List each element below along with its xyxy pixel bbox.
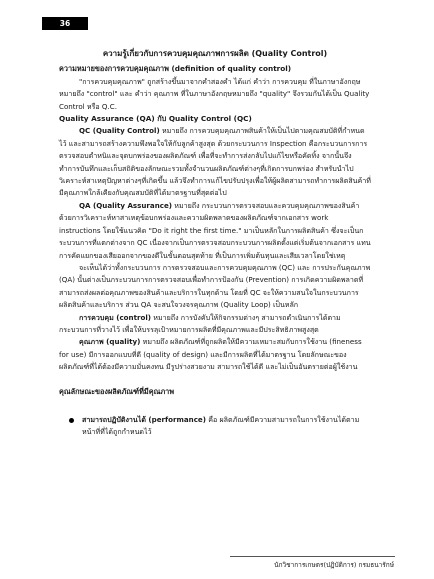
- footer-text: นักวิชาการเกษตร(ปฏิบัติการ) กรมธนารักษ์: [274, 561, 394, 569]
- quality-paragraph: [59, 336, 371, 373]
- list-item-term: สามารถปฏิบัติงานได้ (performance): [82, 414, 206, 424]
- control-text: หมายถึง การบังคับให้กิจกรรมต่างๆ สามารถดำเนินการได้ตามกระบวนการที่วางไว้ เพื่อให้บรรลุเป้าหมายการผลิตที่มีคุณภาพและมีประสิทธิภาพสูงสุด: [59, 312, 341, 334]
- quality-text: หมายถึง ผลิตภัณฑ์ที่ถูกผลิตให้มีความเหมาะสมกับการใช้งาน (fineness for use) มีการออกแบบที่ดี (quality of design) และมีการผลิตที่ได้มาตรฐาน โดยลักษณะของผลิตภัณฑ์ที่ได้ต้องมีความมั่นคงทน มีรูปร่างสวยงาม สามารถใช้ได้ดี และไม่เป็นอันตรายต่อผู้ใช้งาน: [59, 337, 362, 372]
- summary-paragraph: จะเห็นได้ว่าทั้งกระบวนการ การตรวจสอบและการควบคุมคุณภาพ (QC) และ การประกันคุณภาพ (QA) นั้นต่างเป็นกระบวนการการตรวจสอบเพื่อทำการป้องกัน (Prevention) การเกิดความผิดพลาดที่สามารถส่งผลต่อคุณภาพของสินค้าและบริการในทุกด้าน โดยที่ QC จะให้ความสนใจในกระบวนการผลิตสินค้าและบริการ ส่วน QA จะสนใจวงจรคุณภาพ (Quality Loop) เป็นหลัก: [59, 262, 371, 310]
- qc-paragraph: [59, 125, 371, 199]
- definition-paragraph: "การควบคุมคุณภาพ" ถูกสร้างขึ้นมาจากคำสองคำ ได้แก่ คำว่า การควบคุม ที่ในภาษาอังกฤษหมายถึง "control" และ คำว่า คุณภาพ ที่ในภาษาอังกฤษหมายถึง "quality" จึงรวมกันได้เป็น Quality Control หรือ Q.C.: [59, 76, 370, 111]
- qc-term: QC (Quality Control): [79, 126, 160, 136]
- control-paragraph: [59, 312, 371, 337]
- characteristics-heading: คุณลักษณะของผลิตภัณฑ์ที่มีคุณภาพ: [59, 386, 175, 396]
- qa-qc-heading: Quality Assurance (QA) กับ Quality Control (QC): [59, 114, 252, 124]
- qa-text: หมายถึง กระบวนการตรวจสอบและควบคุมคุณภาพของสินค้า ด้วยการวิเคราะห์หาสาเหตุข้อบกพร่องและความผิดพลาดของผลิตภัณฑ์จากเอกสาร work instructions โดยใช้แนวคิด "Do it right the first time." มาเป็นหลักในการผลิตสินค้า ซึ่งจะเป็นกระบวนการที่แตกต่างจาก QC เนื่องจากเป็นการตรวจสอบกระบวนการผลิตตั้งแต่เริ่มต้นจากเอกสาร แทนการคัดแยกของเสียออกจากของดีในขั้นตอนสุดท้าย ที่เป็นการเพิ่มต้นทุนและเสียเวลาโดยใช่เหตุ: [59, 200, 371, 260]
- qc-text: หมายถึง การควบคุมคุณภาพสินค้าให้เป็นไปตามคุณสมบัติที่กำหนดไว้ และสามารถสร้างความพึงพอใจให้กับลูกค้าสูงสุด ด้วยกระบวนการ Inspection คือกระบวนการการตรวจสอบตำหนิและจุดบกพร่องของผลิตภัณฑ์ เพื่อที่จะทำการส่งกลับไปแก้ไขหรือคัดทิ้ง จากนั้นจึงทำการบันทึกและเก็บสถิติของลักษณะรวมทั้งจำนวนผลิตภัณฑ์ต่างๆที่เกิดการบกพร่อง สำหรับนำไปวิเคราะห์สาเหตุปัญหาต่างๆที่เกิดขึ้น แล้วจึงทำการแก้ไขปรับปรุงเพื่อให้ผู้ผลิตสามารถทำการผลิตสินค้าที่มีคุณภาพใกล้เคียงกับคุณสมบัติที่ได้มาตรฐานที่สุดต่อไป: [59, 126, 371, 198]
- definition-heading: ความหมายของการควบคุมคุณภาพ (definition of quality control): [59, 64, 292, 74]
- quality-term: คุณภาพ (quality): [79, 337, 141, 347]
- document-body: [59, 48, 371, 439]
- qa-term: QA (Quality Assurance): [79, 200, 173, 210]
- qa-paragraph: [59, 200, 371, 262]
- control-term: การควบคุม (control): [79, 312, 152, 322]
- document-title: ความรู้เกี่ยวกับการควบคุมคุณภาพการผลิต (Quality Control): [102, 49, 328, 58]
- spacer: [59, 398, 371, 410]
- spacer: [59, 374, 371, 386]
- footer-divider: [230, 556, 395, 557]
- list-item-text: คือ ผลิตภัณฑ์มีความสามารถในการใช้งานได้ตามหน้าที่ที่ได้ถูกกำหนดไว้: [82, 414, 360, 437]
- bullet-icon: [69, 418, 74, 423]
- list-item: [65, 414, 371, 439]
- page-number: 36: [42, 17, 88, 30]
- list-item-body: [82, 414, 371, 439]
